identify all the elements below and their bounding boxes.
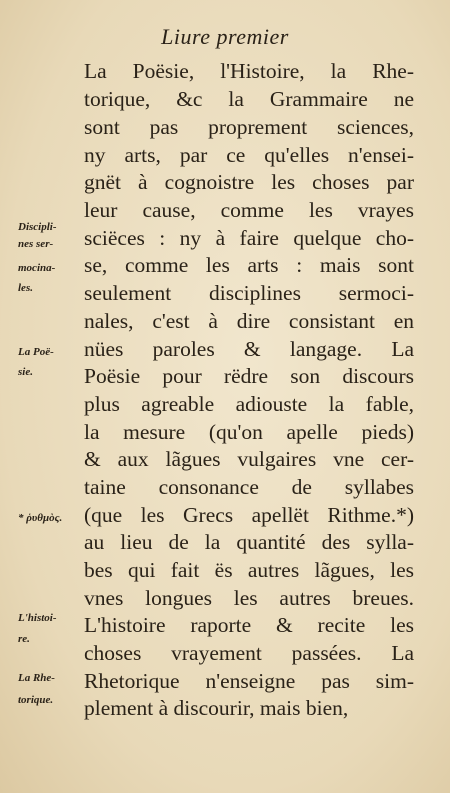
- margin-note: Discipli-: [18, 221, 57, 233]
- text-line: ny arts, par ce qu'elles n'ensei-: [84, 143, 414, 167]
- text-line: la mesure (qu'on apelle pieds): [84, 420, 414, 444]
- text-line: (que les Grecs apellët Rithme.*): [84, 503, 414, 527]
- text-line: & aux lãgues vulgaires vne cer-: [84, 447, 414, 471]
- text-line: Poësie pour rëdre son discours: [84, 364, 414, 388]
- text-line: au lieu de la quantité des sylla-: [84, 530, 414, 554]
- text-line: Rhetorique n'enseigne pas sim-: [84, 669, 414, 693]
- margin-note: La Rhe-: [18, 672, 55, 684]
- text-line: sciëces : ny à faire quelque cho-: [84, 226, 414, 250]
- text-line: sont pas proprement sciences,: [84, 115, 414, 139]
- text-line: La Poësie, l'Histoire, la Rhe-: [84, 59, 414, 83]
- margin-note: La Poë-: [18, 346, 54, 358]
- text-line: seulement disciplines sermoci-: [84, 281, 414, 305]
- text-line: torique, &c la Grammaire ne: [84, 87, 414, 111]
- margin-note: * ῥυθμὸς.: [18, 512, 63, 524]
- text-line: plus agreable adiouste la fable,: [84, 392, 414, 416]
- text-line: nales, c'est à dire consistant en: [84, 309, 414, 333]
- text-line: L'histoire raporte & recite les: [84, 613, 414, 637]
- text-line: se, comme les arts : mais sont: [84, 253, 414, 277]
- text-line: nües paroles & langage. La: [84, 337, 414, 361]
- text-line: gnët à cognoistre les choses par: [84, 170, 414, 194]
- text-line: vnes longues les autres breues.: [84, 586, 414, 610]
- text-line: taine consonance de syllabes: [84, 475, 414, 499]
- margin-note: torique.: [18, 694, 54, 706]
- margin-note: nes ser-: [18, 238, 54, 250]
- margin-note: L'histoi-: [18, 612, 57, 624]
- text-line: plement à discourir, mais bien,: [84, 696, 349, 720]
- margin-note: les.: [18, 282, 33, 294]
- margin-note: sie.: [18, 366, 33, 378]
- text-line: leur cause, comme les vrayes: [84, 198, 414, 222]
- margin-note: mocina-: [18, 262, 56, 274]
- text-line: bes qui fait ës autres lãgues, les: [84, 558, 414, 582]
- margin-note: re.: [18, 633, 30, 645]
- text-line: choses vrayement passées. La: [84, 641, 414, 665]
- running-header: Liure premier: [161, 24, 289, 49]
